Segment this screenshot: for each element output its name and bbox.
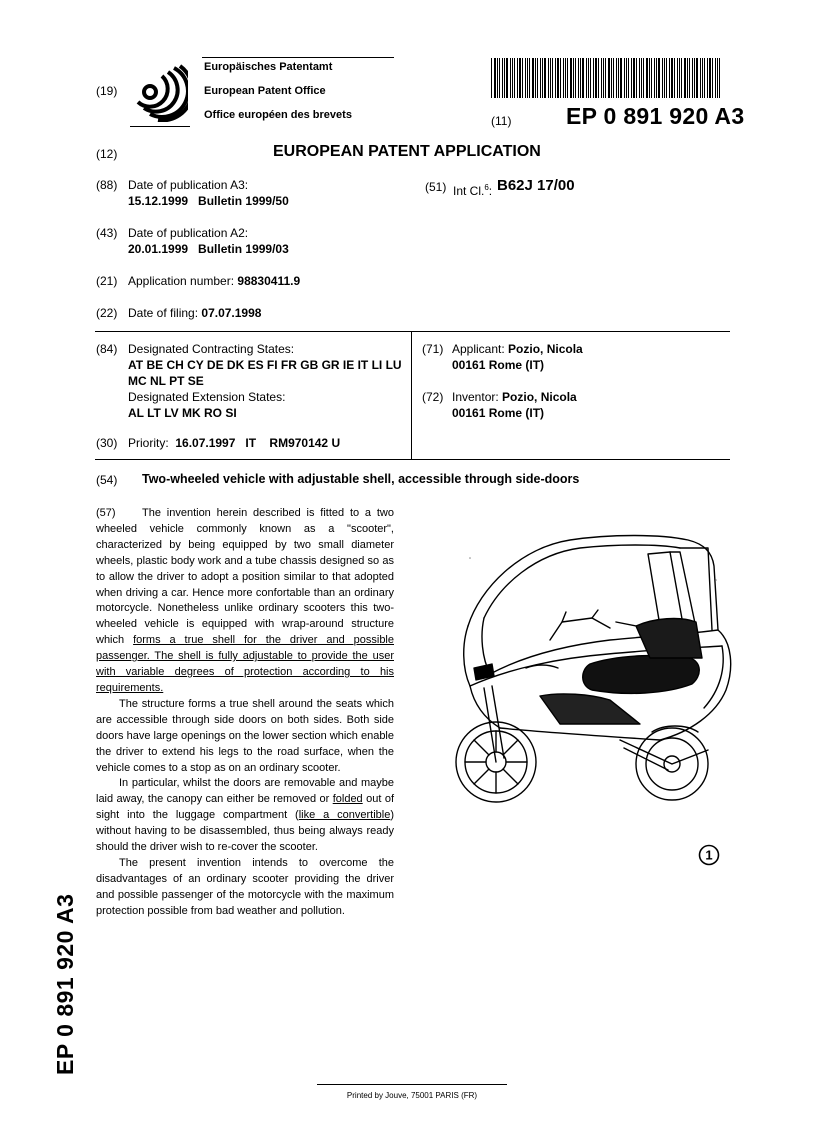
figure-number — [697, 843, 721, 867]
header-rule-logo — [130, 126, 190, 127]
application-number: Application number: 98830411.9 — [128, 274, 301, 288]
inid-72: (72) — [422, 390, 444, 404]
inid-54: (54) — [96, 473, 118, 487]
designated-states-label: Designated Contracting States: — [128, 342, 295, 356]
inid-22: (22) — [96, 306, 118, 320]
inid-88: (88) — [96, 178, 118, 192]
inid-71: (71) — [422, 342, 444, 356]
pub-a3-label: Date of publication A3: — [128, 178, 249, 192]
abstract-para-4: The present invention intends to overcome the disadvantages of an ordinary scooter providing the driver and possible passenger of the motorcycle with the maximum protection possible from bad weather and pollution. — [96, 856, 394, 917]
applicant: Applicant: Pozio, Nicola — [452, 342, 583, 356]
invention-title: Two-wheeled vehicle with adjustable shell, accessible through side-doors — [142, 472, 580, 486]
pub-a2-value: 20.01.1999 Bulletin 1999/03 — [128, 242, 289, 256]
printer-note: Printed by Jouve, 75001 PARIS (FR) — [346, 1091, 478, 1100]
inid-30: (30) — [96, 436, 118, 450]
applicant-address: 00161 Rome (IT) — [452, 358, 545, 372]
biblio-box-divider — [411, 331, 412, 459]
priority: Priority: 16.07.1997 IT RM970142 U — [128, 436, 341, 450]
publication-number: EP 0 891 920 A3 — [566, 103, 745, 129]
inid-51: (51) — [425, 180, 447, 194]
inid-43: (43) — [96, 226, 118, 240]
abstract-para-3: In particular, whilst the doors are removable and maybe laid away, the canopy can either be removed or folded out of sight into the luggage compartment (like a convertible) without having to be disassembled, thus being always ready should the driver wish to re-cover the scooter. — [96, 777, 395, 854]
inventor-address: 00161 Rome (IT) — [452, 406, 545, 420]
int-cl-value: B62J 17/00 — [497, 177, 575, 194]
inventor: Inventor: Pozio, Nicola — [452, 390, 577, 404]
inid-19: (19) — [96, 84, 118, 98]
epo-logo-icon — [128, 60, 188, 122]
office-name-de: Europäisches Patentamt — [204, 61, 333, 73]
pub-a3-value: 15.12.1999 Bulletin 1999/50 — [128, 194, 289, 208]
extension-states-label: Designated Extension States: — [128, 390, 286, 404]
abstract-para-2: The structure forms a true shell around the seats which are accessible through side doors on both sides. Both side doors have large openings on the lower section which enable the driver to extend his legs to the road surface, when the vehicle comes to a stop as on an ordinary scooter. — [96, 697, 394, 774]
inid-11: (11) — [491, 114, 512, 128]
abstract — [96, 506, 394, 920]
office-name-fr: Office européen des brevets — [204, 109, 352, 121]
inid-12: (12) — [96, 147, 118, 161]
abstract-para-1: (57) The invention herein described is fitted to a two wheeled vehicle commonly known as a "scooter", characterized by being equipped by two small diameter wheels, plastic body work and a tube chassis designed so as to allow the driver to adopt a position similar to that adopted when driving a car. Hence more confortable than an ordinary motorcycle. Nonetheless unlike ordinary scooters this two-wheeled vehicle is equipped with wrap-around structure which forms a true shell for the driver and possible passenger. The shell is fully adjustable to provide the user with variable degrees of protection according to his requirements. — [96, 507, 394, 694]
side-publication-number: EP 0 891 920 A3 — [52, 893, 78, 1075]
filing-date: Date of filing: 07.07.1998 — [128, 306, 262, 320]
office-name-en: European Patent Office — [204, 85, 326, 97]
header-rule-top — [202, 57, 394, 58]
inid-57: (57) — [96, 507, 116, 519]
document-type: EUROPEAN PATENT APPLICATION — [273, 143, 541, 160]
designated-states-line1: AT BE CH CY DE DK ES FI FR GB GR IE IT LI LU — [128, 358, 402, 372]
footer-rule — [317, 1084, 507, 1085]
inid-21: (21) — [96, 274, 118, 288]
barcode-icon — [490, 58, 724, 98]
int-cl-label: Int Cl.$^6$: — [453, 183, 493, 198]
inid-84: (84) — [96, 342, 118, 356]
scooter-drawing — [440, 518, 742, 818]
extension-states-value: AL LT LV MK RO SI — [128, 406, 237, 420]
designated-states-line2: MC NL PT SE — [128, 374, 204, 388]
pub-a2-label: Date of publication A2: — [128, 226, 249, 240]
svg-text:1: 1 — [705, 847, 713, 863]
